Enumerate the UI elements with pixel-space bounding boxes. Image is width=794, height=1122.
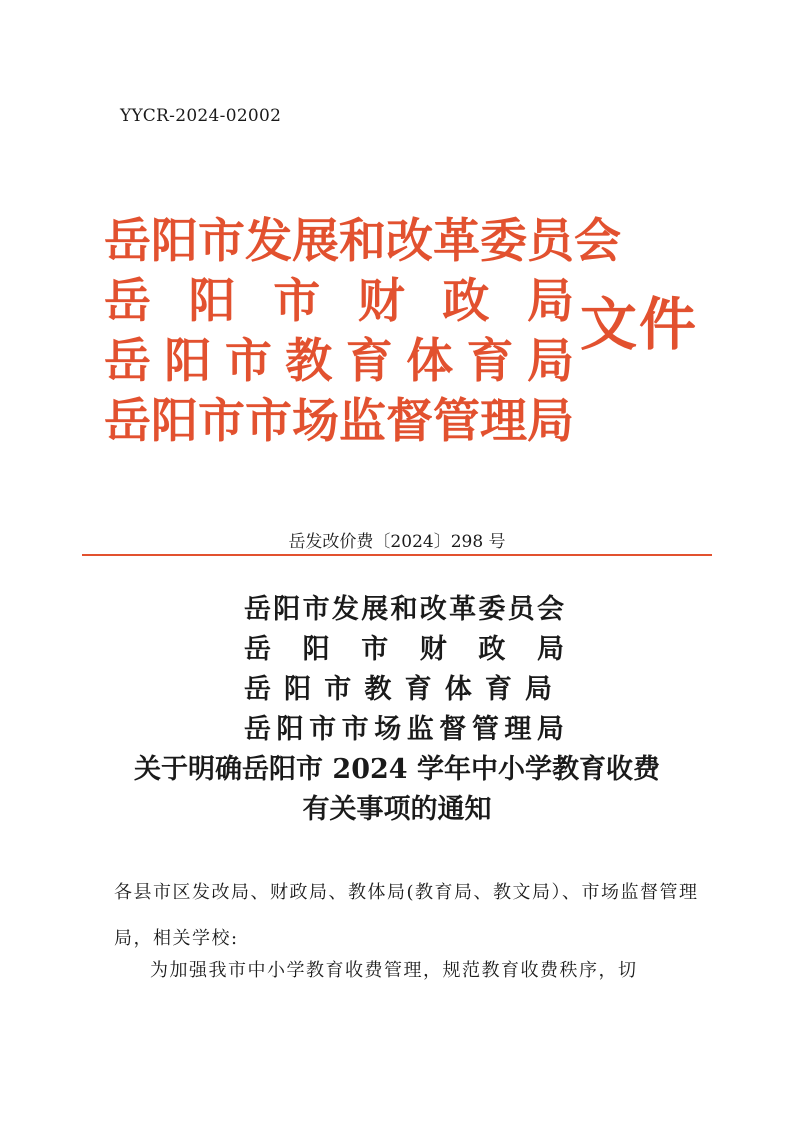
body-paragraph: 为加强我市中小学教育收费管理，规范教育收费秩序，切 <box>150 960 638 981</box>
title-character: 展 <box>361 594 389 625</box>
title-character: 理 <box>504 714 532 745</box>
title-character: 局 <box>526 334 574 389</box>
title-character: 督 <box>386 394 433 449</box>
title-character: 和 <box>339 214 386 269</box>
title-character: 岳 <box>244 674 271 705</box>
document-type-label: 文件 <box>580 291 698 358</box>
title-character: 体 <box>444 674 472 705</box>
title-character: 市 <box>273 274 321 329</box>
issuer-line <box>104 392 574 452</box>
title-character: 岳 <box>244 594 271 625</box>
title-character: 会 <box>536 594 564 625</box>
title-character: 管 <box>471 714 499 745</box>
title-character: 体 <box>406 334 454 389</box>
title-character: 阳 <box>188 274 236 329</box>
title-character: 展 <box>292 214 339 269</box>
title-character: 岳 <box>104 274 151 329</box>
title-character: 育 <box>466 334 514 389</box>
title-character: 员 <box>507 594 535 625</box>
title-character: 委 <box>480 214 527 269</box>
issuer-line <box>104 332 574 392</box>
title-character: 市 <box>324 674 352 705</box>
title-character: 改 <box>386 214 433 269</box>
title-character: 理 <box>480 394 527 449</box>
title-character: 革 <box>433 214 480 269</box>
title-character: 阳 <box>284 674 312 705</box>
title-character: 市 <box>309 714 337 745</box>
title-character: 督 <box>439 714 467 745</box>
title-character: 阳 <box>151 214 198 269</box>
title-character: 阳 <box>164 334 212 389</box>
title-character: 岳 <box>244 714 271 745</box>
title-character: 育 <box>484 674 512 705</box>
title-character: 育 <box>345 334 393 389</box>
issuer-line <box>104 272 574 332</box>
title-character: 局 <box>526 274 574 329</box>
issuing-agencies-header <box>104 212 621 452</box>
title-subject-line: 有关事项的通知 <box>302 794 492 825</box>
title-character: 会 <box>574 214 621 269</box>
title-character: 发 <box>331 594 359 625</box>
title-character: 教 <box>364 674 392 705</box>
title-character: 局 <box>536 634 564 665</box>
title-character: 发 <box>245 214 292 269</box>
title-character: 市 <box>198 214 245 269</box>
title-character: 委 <box>478 594 506 625</box>
title-character: 局 <box>527 394 574 449</box>
title-character: 教 <box>285 334 333 389</box>
title-character: 革 <box>449 594 477 625</box>
title-character: 监 <box>406 714 434 745</box>
title-issuer-line <box>244 590 564 630</box>
title-character: 市 <box>341 714 369 745</box>
title-character: 阳 <box>276 714 304 745</box>
title-character: 监 <box>339 394 386 449</box>
title-character: 岳 <box>104 214 151 269</box>
title-character: 育 <box>404 674 432 705</box>
title-character: 改 <box>419 594 447 625</box>
title-character: 市 <box>302 594 330 625</box>
red-divider-line <box>82 554 712 556</box>
title-issuer-line <box>244 710 564 750</box>
title-issuer-line <box>244 630 564 670</box>
title-character: 岳 <box>104 334 151 389</box>
salutation: 各县市区发改局、财政局、教体局(教育局、教文局）、市场监督管理局，相关学校: <box>114 882 699 949</box>
title-issuer-line <box>244 670 552 710</box>
title-character: 场 <box>374 714 402 745</box>
title-character: 和 <box>390 594 418 625</box>
document-code: YYCR-2024-02002 <box>120 106 282 126</box>
title-character: 市 <box>224 334 272 389</box>
title-character: 阳 <box>273 594 301 625</box>
issuer-line <box>104 212 621 272</box>
title-character: 市 <box>245 394 292 449</box>
title-character: 财 <box>419 634 447 665</box>
title-character: 财 <box>357 274 405 329</box>
title-character: 政 <box>442 274 490 329</box>
title-character: 员 <box>527 214 574 269</box>
title-character: 岳 <box>104 394 151 449</box>
title-character: 岳 <box>244 634 271 665</box>
document-number: 岳发改价费〔2024〕298 号 <box>288 532 506 552</box>
title-character: 阳 <box>302 634 330 665</box>
title-character: 局 <box>524 674 552 705</box>
title-character: 市 <box>361 634 389 665</box>
title-character: 管 <box>433 394 480 449</box>
title-character: 局 <box>536 714 564 745</box>
title-character: 阳 <box>151 394 198 449</box>
title-character: 场 <box>292 394 339 449</box>
title-subject-line: 关于明确岳阳市 2024 学年中小学教育收费 <box>134 754 660 785</box>
title-character: 政 <box>478 634 506 665</box>
title-character: 市 <box>198 394 245 449</box>
